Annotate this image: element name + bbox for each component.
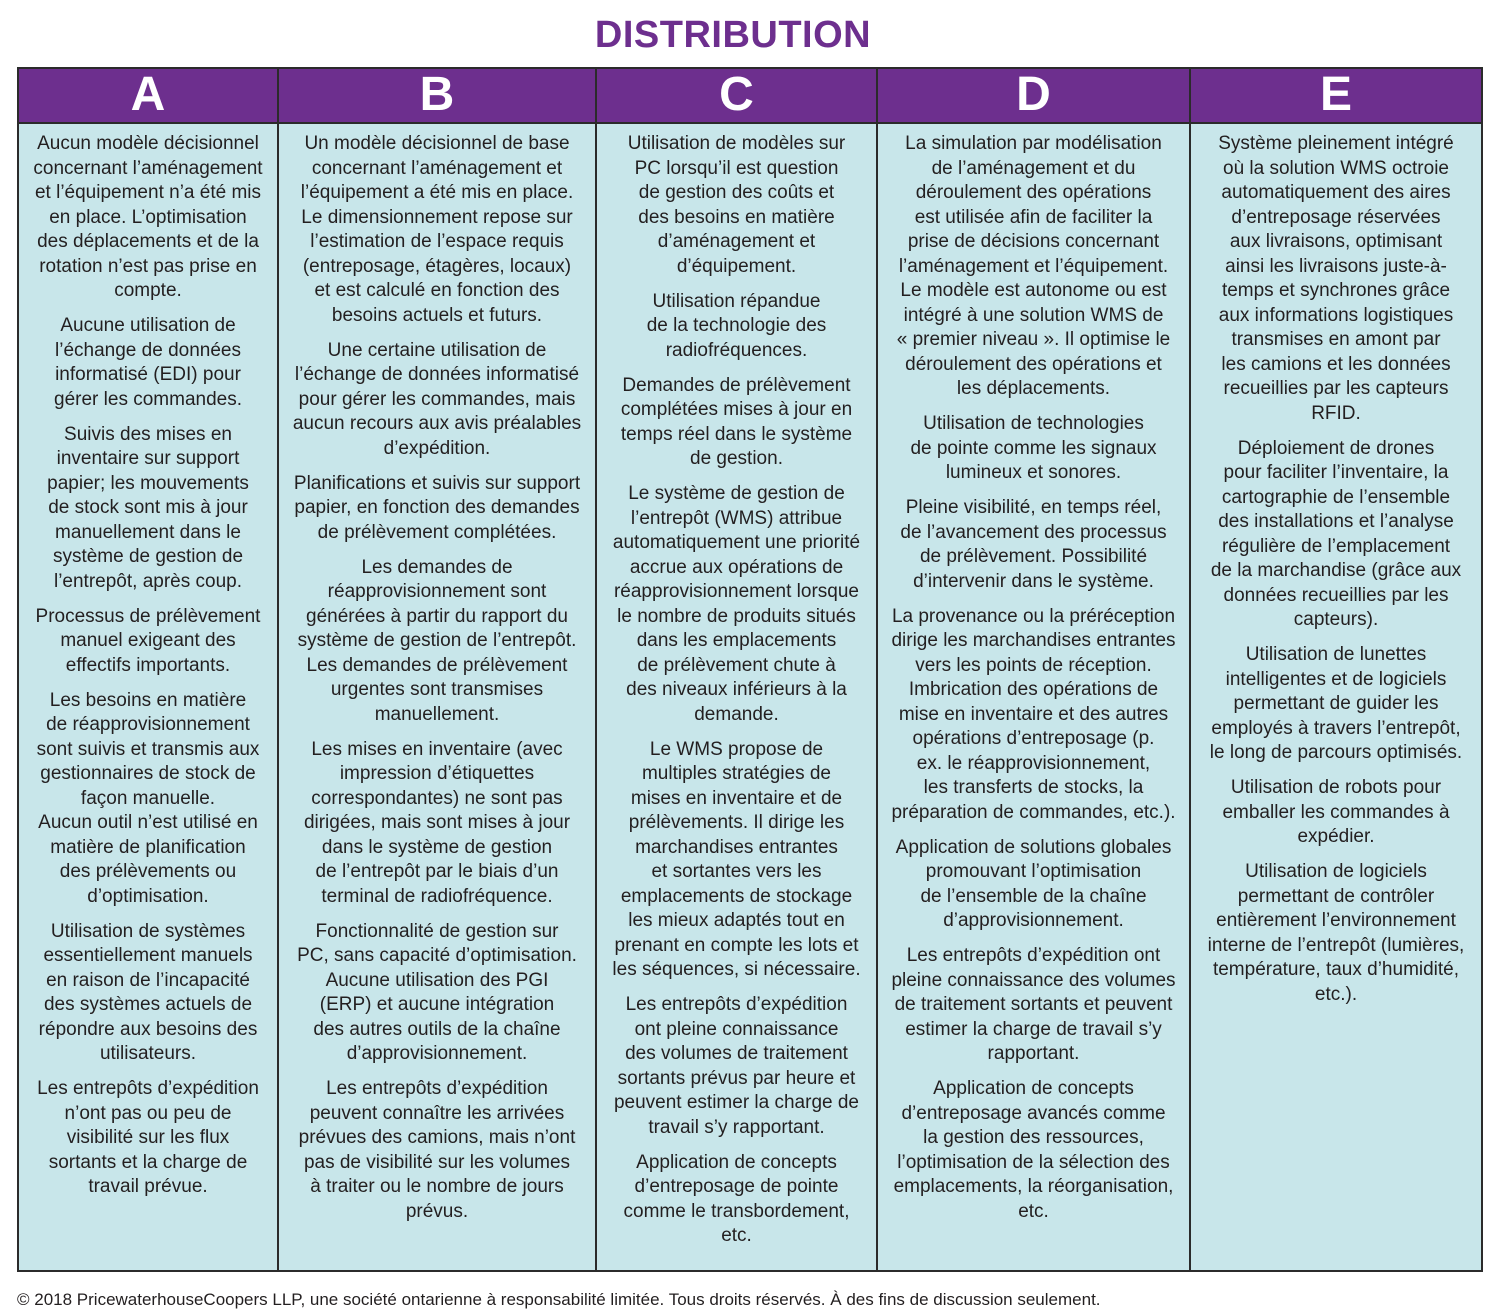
- cell-paragraph: Fonctionnalité de gestion sur PC, sans capacité d’optimisation. Aucune utilisation des PGI (ERP) et aucune intégration des autres outils de la chaîne d’approvisionnement.: [297, 920, 577, 1064]
- cell-paragraph: Les entrepôts d’expédition ont pleine connaissance des volumes de traitement sortants et peuvent estimer la charge de travail s’y rapportant.: [891, 945, 1176, 1064]
- cell-paragraph: Planifications et suivis sur support papier, en fonction des demandes de prélèvement complétées.: [293, 472, 581, 543]
- cell-paragraph: Suivis des mises en inventaire sur support papier; les mouvements de stock sont mis à jour manuellement dans le système de gestion de l’entrepôt, après coup.: [47, 423, 249, 592]
- column-header-e: E: [1191, 69, 1481, 124]
- cell-paragraph: La simulation par modélisation de l’aménagement et du déroulement des opérations est utilisée afin de faciliter la prise de décisions concernant l’aménagement et l’équipement. Le modèle est autonome ou est intégré à une solution WMS de « premier niveau ». Il optimise le déroulement des opérations et les déplacements.: [896, 133, 1171, 399]
- copyright-footer: © 2018 PricewaterhouseCoopers LLP, une société ontarienne à responsabilité limitée. Tous droits réservés. À des fins de discussion seulement.: [17, 1290, 1101, 1309]
- cell-paragraph: Aucune utilisation de l’échange de données informatisé (EDI) pour gérer les commandes.: [54, 315, 242, 410]
- cell-paragraph: Application de concepts d’entreposage avancés comme la gestion des ressources, l’optimisation de la sélection des emplacements, la réorganisation, etc.: [893, 1078, 1174, 1222]
- cell-paragraph: Utilisation de lunettes intelligentes et de logiciels permettant de guider les employés à travers l’entrepôt, le long de parcours optimisés.: [1209, 644, 1463, 763]
- column-header-c: C: [597, 69, 876, 124]
- column-body-c: [597, 124, 876, 1270]
- cell-paragraph: Utilisation de modèles sur PC lorsqu’il est question de gestion des coûts et des besoins en matière d’aménagement et d’équipement.: [627, 133, 846, 277]
- cell-paragraph: Les besoins en matière de réapprovisionnement sont suivis et transmis aux gestionnaires de stock de façon manuelle. Aucun outil n’est utilisé en matière de planification des prélèvements ou d’optimisation.: [36, 689, 260, 907]
- column-body-b: [279, 124, 595, 1270]
- cell-paragraph: Utilisation de robots pour emballer les commandes à expédier.: [1222, 777, 1450, 847]
- cell-paragraph: Application de concepts d’entreposage de pointe comme le transbordement, etc.: [623, 1151, 850, 1246]
- column-c: [595, 69, 876, 1270]
- cell-paragraph: Application de solutions globales promouvant l’optimisation de l’ensemble de la chaîne d’approvisionnement.: [895, 836, 1172, 931]
- cell-paragraph: Les entrepôts d’expédition n’ont pas ou peu de visibilité sur les flux sortants et la charge de travail prévue.: [37, 1078, 259, 1197]
- column-body-a: [19, 124, 277, 1270]
- column-a: [19, 69, 277, 1270]
- cell-paragraph: Système pleinement intégré où la solution WMS octroie automatiquement des aires d’entreposage réservées aux livraisons, optimisant ainsi les livraisons juste-à- temps et synchrones grâce aux informations logistiques transmises en amont par les camions et les données recueillies par les capteurs RFID.: [1218, 133, 1454, 424]
- cell-paragraph: Les mises en inventaire (avec impression d’étiquettes correspondantes) ne sont pas dirigées, mais sont mises à jour dans le système de gestion de l’entrepôt par le biais d’un terminal de radiofréquence.: [303, 738, 571, 907]
- cell-paragraph: Processus de prélèvement manuel exigeant des effectifs importants.: [35, 605, 261, 676]
- column-header-b: B: [279, 69, 595, 124]
- cell-paragraph: Demandes de prélèvement complétées mises à jour en temps réel dans le système de gestion.: [620, 374, 853, 469]
- maturity-table: [17, 67, 1483, 1272]
- cell-paragraph: Le système de gestion de l’entrepôt (WMS) attribue automatiquement une priorité accrue aux opérations de réapprovisionnement lorsque le nombre de produits situés dans les emplacements de prélèvement chute à des niveaux inférieurs à la demande.: [612, 483, 861, 725]
- column-header-d: D: [878, 69, 1189, 124]
- column-b: [277, 69, 595, 1270]
- cell-paragraph: Un modèle décisionnel de base concernant l’aménagement et l’équipement a été mis en place. Le dimensionnement repose sur l’estimation de l’espace requis (entreposage, étagères, locaux) et est calculé en fonction des besoins actuels et futurs.: [300, 133, 574, 326]
- cell-paragraph: Les entrepôts d’expédition peuvent connaître les arrivées prévues des camions, mais n’ont pas de visibilité sur les volumes à traiter ou le nombre de jours prévus.: [298, 1078, 576, 1222]
- cell-paragraph: Utilisation de systèmes essentiellement manuels en raison de l’incapacité des systèmes actuels de répondre aux besoins des utilisateurs.: [38, 920, 258, 1064]
- column-body-d: [878, 124, 1189, 1270]
- cell-paragraph: Le WMS propose de multiples stratégies de mises en inventaire et de prélèvements. Il dirige les marchandises entrantes et sortantes vers les emplacements de stockage les mieux adaptés tout en prenant en compte les lots et les séquences, si nécessaire.: [612, 738, 861, 980]
- column-d: [876, 69, 1189, 1270]
- cell-paragraph: Aucun modèle décisionnel concernant l’aménagement et l’équipement n’a été mis en place. L’optimisation des déplacements et de la rotation n’est pas prise en compte.: [33, 133, 263, 301]
- cell-paragraph: Les entrepôts d’expédition ont pleine connaissance des volumes de traitement sortants prévus par heure et peuvent estimer la charge de travail s’y rapportant.: [613, 994, 860, 1138]
- cell-paragraph: La provenance ou la préréception dirige les marchandises entrantes vers les points de réception. Imbrication des opérations de mise en inventaire et des autres opérations d’entreposage (p. ex. le réapprovisionnement, les transferts de stocks, la préparation de commandes, etc.).: [891, 605, 1176, 823]
- cell-paragraph: Les demandes de réapprovisionnement sont générées à partir du rapport du système de gestion de l’entrepôt. Les demandes de prélèvement urgentes sont transmises manuellement.: [297, 556, 577, 725]
- column-header-a: A: [19, 69, 277, 124]
- column-e: [1189, 69, 1481, 1270]
- cell-paragraph: Utilisation de technologies de pointe comme les signaux lumineux et sonores.: [910, 413, 1157, 483]
- cell-paragraph: Une certaine utilisation de l’échange de données informatisé pour gérer les commandes, mais aucun recours aux avis préalables d’expédition.: [292, 339, 582, 459]
- cell-paragraph: Déploiement de drones pour faciliter l’inventaire, la cartographie de l’ensemble des installations et l’analyse régulière de l’emplacement de la marchandise (grâce aux données recueillies par les capteurs).: [1210, 437, 1462, 630]
- column-body-e: [1191, 124, 1481, 1270]
- cell-paragraph: Utilisation de logiciels permettant de contrôler entièrement l’environnement interne de l’entrepôt (lumières, température, taux d’humidité, etc.).: [1207, 861, 1465, 1005]
- cell-paragraph: Utilisation répandue de la technologie des radiofréquences.: [646, 290, 827, 361]
- page-title: DISTRIBUTION: [594, 14, 872, 56]
- cell-paragraph: Pleine visibilité, en temps réel, de l’avancement des processus de prélèvement. Possibilité d’intervenir dans le système.: [900, 497, 1167, 592]
